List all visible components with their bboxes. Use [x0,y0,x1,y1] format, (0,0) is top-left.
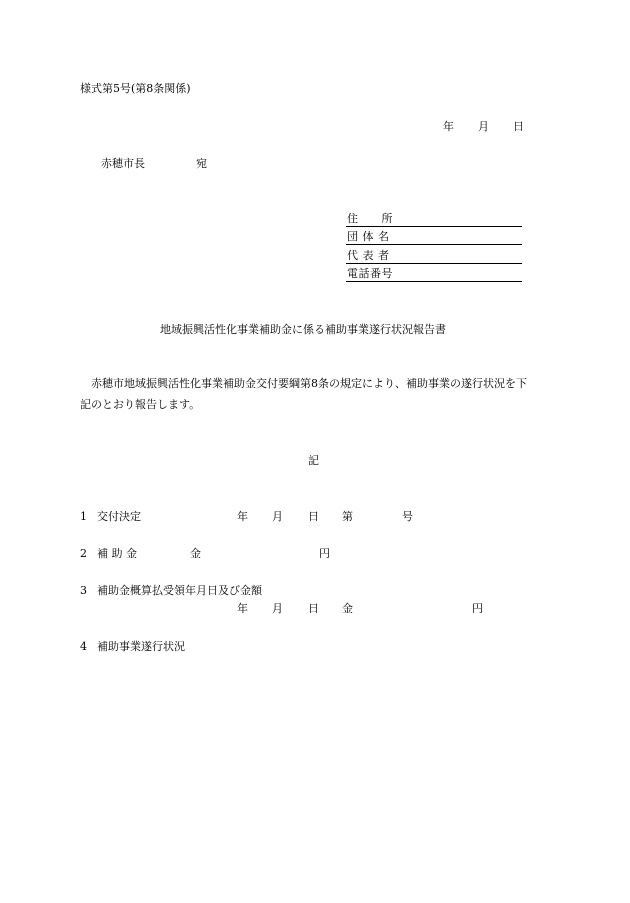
body-text-line-1: 赤穂市地域振興活性化事業補助金交付要綱第8条の規定により、補助事業の遂行状況を下 [91,377,527,390]
body-text-line-2: 記のとおり報告します。 [80,398,201,411]
ki-heading: 記 [308,454,319,467]
organization-name-field[interactable] [346,230,522,245]
organization-name-label: 団 体 名 [347,230,390,243]
item-3-label: 補助金概算払受領年月日及び金額 [97,584,262,597]
item-3-month: 月 [272,602,283,615]
item-3-number: 3 [80,584,87,597]
address-label: 住 所 [347,212,393,225]
phone-number-field[interactable] [346,267,522,282]
item-2-label: 補 助 金 [97,547,137,560]
date-year: 年 [443,120,454,133]
addressee-name: 赤穂市長 [101,157,145,170]
item-1-year: 年 [237,510,248,523]
representative-field[interactable] [346,249,522,264]
item-1-month: 月 [272,510,283,523]
date-month: 月 [478,120,489,133]
item-1-go: 号 [402,510,413,523]
item-2-yen: 円 [319,547,330,560]
item-1-number: 1 [80,510,87,523]
item-2-kin: 金 [190,547,201,560]
item-4-number: 4 [80,640,87,653]
phone-number-label: 電話番号 [347,267,393,280]
item-1-day: 日 [308,510,319,523]
item-4-label: 補助事業遂行状況 [97,640,185,653]
item-2-number: 2 [80,547,87,560]
item-3-yen: 円 [472,602,483,615]
document-title: 地域振興活性化事業補助金に係る補助事業遂行状況報告書 [160,323,446,336]
address-field[interactable] [346,212,522,227]
representative-label: 代 表 者 [347,249,390,262]
item-1-dai: 第 [342,510,353,523]
item-1-label: 交付決定 [97,510,141,523]
item-3-day: 日 [308,602,319,615]
item-3-kin: 金 [342,602,353,615]
date-day: 日 [513,120,524,133]
form-number-label: 様式第5号(第8条関係) [80,82,191,95]
addressee-suffix: 宛 [196,157,207,170]
item-3-year: 年 [237,602,248,615]
